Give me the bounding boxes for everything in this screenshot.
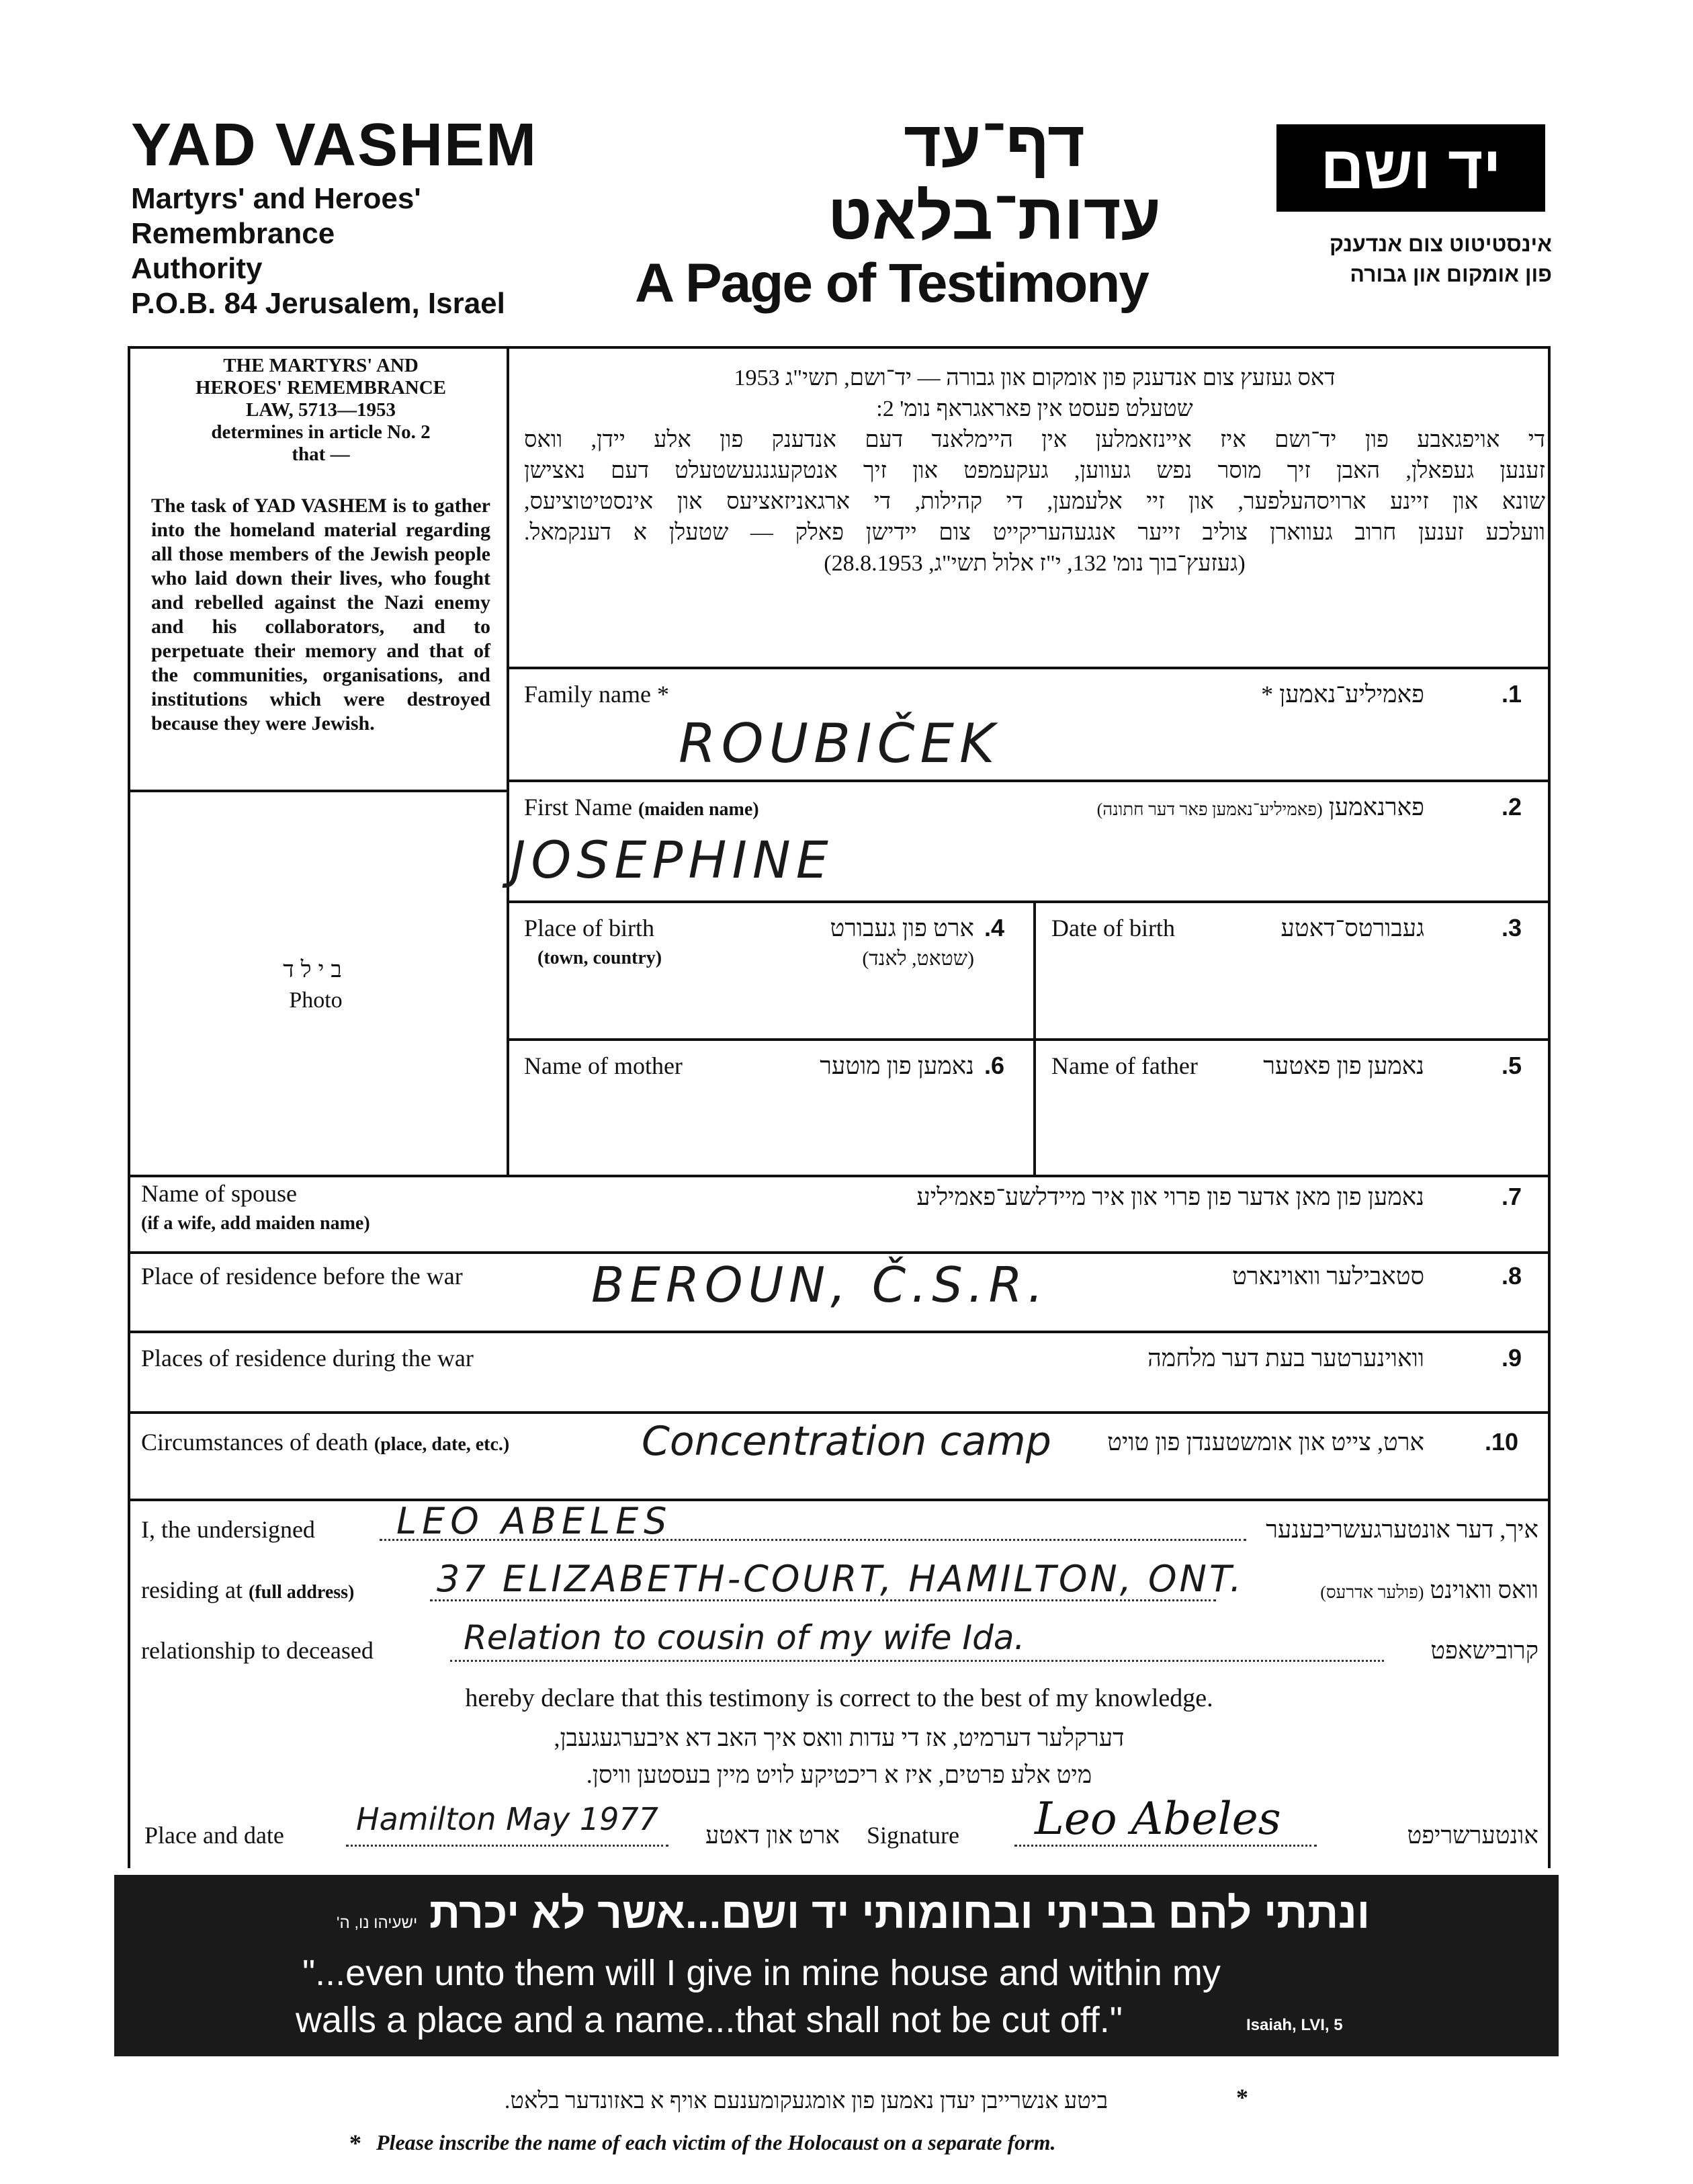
field-number: .6 xyxy=(984,1052,1005,1079)
law-line: THE MARTYRS' AND xyxy=(223,355,419,376)
footer-quote-hebrew-ref: ישעיהו נו, ה' xyxy=(336,1914,418,1932)
yad-vashem-logo: יד ושם xyxy=(1276,124,1545,212)
field-number: .9 xyxy=(1502,1344,1522,1372)
field-number: .4 xyxy=(984,914,1005,941)
field-number: .3 xyxy=(1502,914,1522,941)
footer-quote-line-2: walls a place and a name...that shall not be cut off." xyxy=(296,2000,1123,2040)
place-of-birth-label-yiddish: ארט פון געבורט xyxy=(830,915,974,941)
residing-label-yiddish xyxy=(1203,1576,1538,1604)
circumstances-of-death-label-sub: (place, date, etc.) xyxy=(374,1434,510,1455)
law-line: determines in article No. 2 xyxy=(211,421,431,443)
field-number: .7 xyxy=(1502,1183,1522,1210)
signature-label-yiddish: אונטערשריפט xyxy=(1407,1822,1538,1849)
residing-label-sub: (full address) xyxy=(248,1582,355,1603)
residing-label-text: residing at xyxy=(141,1577,243,1603)
signature-line xyxy=(1014,1845,1317,1847)
row-line-5 xyxy=(128,1175,1551,1177)
field-number: .1 xyxy=(1502,680,1522,708)
row-line-7 xyxy=(128,1331,1551,1333)
note-star: * xyxy=(349,2130,361,2156)
note-star: * xyxy=(1236,2084,1248,2111)
footer-quote-ref: Isaiah, LVI, 5 xyxy=(1246,2016,1343,2034)
field-number: .10 xyxy=(1485,1428,1519,1456)
org-sub-line: Remembrance xyxy=(131,217,335,250)
spouse-name-label: Name of spouse xyxy=(141,1180,297,1207)
circumstances-of-death-value[interactable]: Concentration camp xyxy=(642,1418,1051,1465)
circumstances-of-death-label-yiddish: ארט, צייט און אומשטענדן פון טויט xyxy=(1107,1429,1424,1456)
institute-line-1: אינסטיטוט צום אנדענק xyxy=(1329,232,1552,256)
page-title: A Page of Testimony xyxy=(635,253,1148,314)
first-name-label-sub: (maiden name) xyxy=(638,799,759,820)
place-date-value[interactable]: Hamilton May 1977 xyxy=(356,1801,658,1837)
residence-before-war-label-yiddish: סטאבילער וואוינארט xyxy=(1232,1263,1424,1290)
field-number: .2 xyxy=(1502,793,1522,821)
first-name-label-yiddish-sub: (פאמיליע־נאמען פאר דער חתונה) xyxy=(1096,800,1323,819)
residing-value[interactable]: 37 ELIZABETH-COURT, HAMILTON, ONT. xyxy=(437,1558,1244,1600)
row-line-6 xyxy=(128,1251,1551,1254)
circumstances-of-death-label xyxy=(141,1428,509,1456)
institute-line-2: פון אומקום און גבורה xyxy=(1350,262,1552,286)
row-line-4 xyxy=(507,1038,1551,1041)
undersigned-label: I, the undersigned xyxy=(141,1516,315,1543)
yiddish-law-line: די אויפגאבע פון יד־ושם איז איינזאמלען אין היימלאנד דעם אנדענק פון אלע יידן, וואס xyxy=(524,427,1545,452)
signature-value: Leo Abeles xyxy=(1035,1793,1281,1845)
note-yiddish: ביטע אנשרייבן יעדן נאמען פון אומגעקומענעם אויף א באזונדער בלאט. xyxy=(504,2089,1109,2113)
mother-name-label: Name of mother xyxy=(524,1052,683,1079)
relationship-label: relationship to deceased xyxy=(141,1637,374,1664)
field-number: .5 xyxy=(1502,1052,1522,1079)
relationship-line xyxy=(450,1660,1384,1662)
footer-quote-line-1: "...even unto them will I give in mine house and within my xyxy=(302,1953,1221,1993)
date-of-birth-label-yiddish: געבורטס־דאטע xyxy=(1280,915,1424,941)
place-date-label: Place and date xyxy=(144,1822,284,1849)
father-name-label-yiddish: נאמען פון פאטער xyxy=(1263,1052,1424,1079)
law-heading xyxy=(151,355,490,466)
org-sub-line: Martyrs' and Heroes' xyxy=(131,182,421,215)
family-name-value[interactable]: ROUBIČEK xyxy=(679,712,1000,775)
row-line-3 xyxy=(507,900,1551,903)
place-date-line xyxy=(346,1845,668,1847)
residing-label xyxy=(141,1576,354,1604)
residence-before-war-value[interactable]: BEROUN, Č.S.R. xyxy=(591,1257,1049,1313)
law-line: LAW, 5713—1953 xyxy=(246,399,396,421)
border-right xyxy=(1548,346,1551,1868)
photo-label-yiddish: בילד xyxy=(283,958,349,982)
declaration-text: hereby declare that this testimony is correct to the best of my knowledge. xyxy=(465,1684,1213,1712)
column-divider xyxy=(507,346,509,1176)
law-task-text: The task of YAD VASHEM is to gather into the homeland material regarding all those members of the Jewish people who laid down their lives, who fought and rebelled against the Nazi enemy and his collaborators, and to perpetuate their memory and that of the communities, organisations, and institutions which were destroyed because they were Jewish. xyxy=(151,495,490,734)
yiddish-law-line: שונא און זיינע ארויסהעלפער, און זיי אלעמען, די קהילות, די ארגאניזאציעס און אינסטיטוציעס, xyxy=(524,489,1545,514)
yiddish-law-text xyxy=(524,363,1545,579)
org-sub-line: Authority xyxy=(131,252,263,285)
law-line: HEROES' REMEMBRANCE xyxy=(195,377,446,398)
family-name-label-yiddish: פאמיליע־נאמען * xyxy=(1261,681,1424,708)
title-yiddish-1: דף־עד xyxy=(904,108,1085,180)
residence-during-war-label-yiddish: וואוינערטער בעת דער מלחמה xyxy=(1147,1345,1424,1372)
field-number: .8 xyxy=(1502,1262,1522,1290)
photo-label: Photo xyxy=(289,988,343,1013)
mother-name-label-yiddish: נאמען פון מוטער xyxy=(820,1052,974,1079)
border-left xyxy=(128,346,130,1868)
first-name-label xyxy=(524,793,759,821)
first-name-value[interactable]: JOSEPHINE xyxy=(511,830,834,890)
row-line-2 xyxy=(507,780,1551,782)
residence-during-war-label: Places of residence during the war xyxy=(141,1345,474,1372)
row-line-1 xyxy=(507,667,1551,669)
spouse-name-label-yiddish: נאמען פון מאן אדער פון פרוי און איר מיידלשע־פאמיליע xyxy=(916,1183,1424,1210)
place-date-label-yiddish: ארט און דאטע xyxy=(705,1822,840,1849)
yiddish-law-line: וועלכע זענען חרוב געווארן צוליב זייער אנגעהעריקייט צום יידישן פאלק — שטעלן א דענקמאל. xyxy=(524,520,1545,545)
row-line-9 xyxy=(128,1499,1551,1501)
signature-label: Signature xyxy=(867,1822,959,1849)
law-line: that — xyxy=(292,444,350,465)
footer-quote-hebrew xyxy=(282,1888,1424,1938)
father-name-label: Name of father xyxy=(1051,1052,1198,1079)
yiddish-law-line: זענען געפאלן, האבן זיך מוסר נפש געווען, געקעמפט און זיך אנטקעגנגעשטעלט דעם נאצישן xyxy=(524,458,1545,483)
yiddish-law-line: שטעלט פעסט אין פאראגראף נומ' 2: xyxy=(876,396,1193,421)
first-name-label-yiddish-text: פארנאמען xyxy=(1328,794,1424,821)
undersigned-label-yiddish: איך, דער אונטערגעשריבענער xyxy=(1266,1516,1538,1543)
yiddish-law-line: (געזעץ־בוך נומ' 132, י"ז אלול תשי"ג, 28.8.1953) xyxy=(824,551,1246,576)
residence-before-war-label: Place of residence before the war xyxy=(141,1263,463,1290)
org-sub-line: P.O.B. 84 Jerusalem, Israel xyxy=(131,287,505,320)
first-name-label-yiddish xyxy=(967,793,1424,821)
relationship-value[interactable]: Relation to cousin of my wife Ida. xyxy=(464,1618,1025,1657)
row-line-8 xyxy=(128,1411,1551,1414)
residing-label-yiddish-text: וואס וואוינט xyxy=(1430,1577,1538,1603)
circumstances-of-death-label-text: Circumstances of death xyxy=(141,1429,368,1456)
undersigned-value[interactable]: LEO ABELES xyxy=(396,1500,672,1542)
place-of-birth-sub: (town, country) xyxy=(537,948,662,968)
family-name-label: Family name * xyxy=(524,681,669,708)
relationship-label-yiddish: קרובישאפט xyxy=(1430,1637,1538,1664)
declaration-yiddish-1: דערקלער דערמיט, אז די עדות וואס איך האב דא איבערגעגעבן, xyxy=(554,1724,1125,1751)
place-of-birth-label: Place of birth xyxy=(524,915,654,941)
footer-quote-hebrew-text: ונתתי להם בביתי ובחומותי יד ושם...אשר לא יכרת xyxy=(429,1889,1371,1937)
date-of-birth-label: Date of birth xyxy=(1051,915,1175,941)
law-photo-divider xyxy=(128,790,509,792)
org-title: YAD VASHEM xyxy=(131,112,538,179)
org-address xyxy=(131,181,561,321)
note-english: Please inscribe the name of each victim of the Holocaust on a separate form. xyxy=(376,2130,1056,2154)
residing-label-yiddish-sub: (פולער אדרעס) xyxy=(1320,1583,1424,1602)
border-top xyxy=(128,346,1551,349)
title-yiddish-2: עדות־בלאט xyxy=(828,181,1161,253)
spouse-name-sub: (if a wife, add maiden name) xyxy=(141,1213,370,1234)
declaration-yiddish-2: מיט אלע פרטים, איז א ריכטיקע לויט מיין בעסטען וויסן. xyxy=(586,1761,1092,1788)
yiddish-law-line: דאס געזעץ צום אנדענק פון אומקום און גבורה — יד־ושם, תשי"ג 1953 xyxy=(734,366,1336,390)
first-name-label-text: First Name xyxy=(524,794,632,821)
place-of-birth-sub-yiddish: (שטאט, לאנד) xyxy=(862,948,974,970)
